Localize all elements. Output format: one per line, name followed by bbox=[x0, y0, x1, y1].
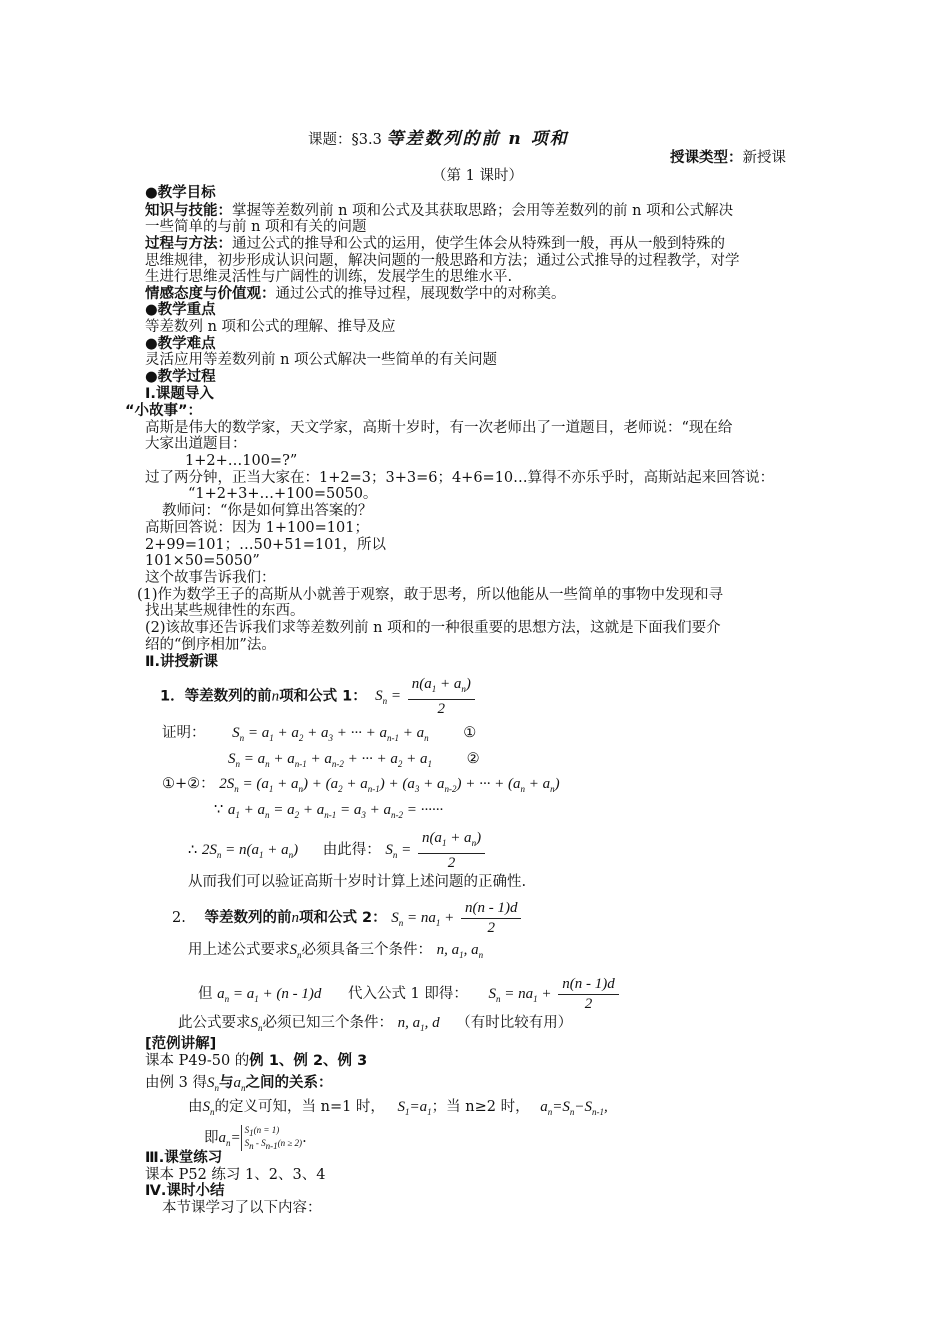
proof-line-5 bbox=[188, 830, 488, 872]
title-prefix: 课题：§3.3 bbox=[308, 132, 382, 148]
cond-vars: n, $a_1$, $a_n$ bbox=[436, 942, 484, 960]
knowledge-line-2: 一些简单的与前 n 项和有关的问题 bbox=[145, 219, 367, 235]
def-line bbox=[188, 1099, 608, 1121]
emotion-label: 情感态度与价值观： bbox=[145, 286, 276, 302]
circle-two: ② bbox=[466, 751, 480, 767]
examples-bold: 例 1、例 2、例 3 bbox=[249, 1053, 368, 1069]
sum-label: ①+②： bbox=[162, 776, 215, 792]
story-line: 高斯回答说：因为 1+100=101； bbox=[145, 520, 369, 536]
title-main: 等差数列的前 n 项和 bbox=[386, 129, 569, 149]
formula1-label-n: n bbox=[271, 688, 280, 705]
ie-text: 即 bbox=[204, 1129, 219, 1146]
def-text-1: 由 bbox=[188, 1099, 203, 1115]
process-text-1: 通过公式的推导和公式的运用，使学生体会从特殊到一般，再从一般到特殊的 bbox=[232, 236, 725, 252]
known-text: 此公式要求 bbox=[178, 1015, 251, 1031]
known-note: （有时比较有用） bbox=[456, 1015, 573, 1031]
keypoint-text: 等差数列 n 项和公式的理解、推导及应 bbox=[145, 319, 396, 335]
knowledge-line-1 bbox=[145, 203, 733, 220]
verify-text: 从而我们可以验证高斯十岁时计算上述问题的正确性. bbox=[188, 874, 527, 890]
proof-label: 证明： bbox=[162, 725, 206, 741]
proof-line-3 bbox=[162, 776, 560, 798]
process-line-3: 生进行思维灵活性与广阔性的训练，发展学生的思维水平. bbox=[145, 269, 513, 285]
objectives-heading: ●教学目标 bbox=[145, 185, 216, 201]
formula1-label-rest: 项和公式 1： bbox=[279, 688, 367, 705]
cond-sn: $S_n$ bbox=[289, 942, 302, 960]
story-line: (2)该故事还告诉我们求等差数列前 n 项和的一种很重要的思想方法，这就是下面我们要介 bbox=[145, 620, 721, 636]
knowledge-text-1: 掌握等差数列前 n 项和公式及其获取思路；会用等差数列的前 n 项和公式解决 bbox=[232, 203, 734, 219]
proof-eq-1: $S_n = a_1 + a_2 + a_3$ + ··· + $a_{n-1} + a_n$ bbox=[232, 725, 429, 743]
story-line: 过了两分钟，正当大家在：1+2=3；3+3=6；4+6=10…算得不亦乐乎时，高斯站起来回答说： bbox=[145, 470, 775, 486]
formula1-label: 1．等差数列的前 bbox=[160, 688, 272, 705]
summary-heading: Ⅳ.课时小结 bbox=[145, 1183, 225, 1199]
story-line: 这个故事告诉我们： bbox=[145, 570, 276, 586]
def-text-2: 的定义可知，当 n=1 时， bbox=[214, 1099, 385, 1115]
formula2-label: 等差数列的前 bbox=[204, 909, 292, 926]
known-vars: n, $a_1$, d bbox=[397, 1015, 440, 1033]
practice-text: 课本 P52 练习 1、2、3、4 bbox=[145, 1167, 326, 1183]
cond-text-2: 必须具备三个条件： bbox=[301, 942, 432, 958]
story-heading: “小故事”： bbox=[125, 403, 203, 419]
story-line: 101×50=5050” bbox=[145, 553, 260, 569]
proof-line-1 bbox=[162, 725, 476, 747]
relation-rest: 之间的关系： bbox=[245, 1075, 333, 1091]
but-line bbox=[198, 976, 622, 1013]
ie-line: 即$a_n= S_1(n = 1)$ $S_n - S_{n-1}(n \ge 2)$. bbox=[204, 1125, 307, 1151]
process-line-2: 思维规律，初步形成认识问题，解决问题的一般思路和方法；通过公式推导的过程教学，对学 bbox=[145, 253, 740, 269]
circle-one: ① bbox=[463, 725, 477, 741]
emotion-text: 通过公式的推导过程，展现数学中的对称美。 bbox=[275, 286, 566, 302]
known-line bbox=[178, 1015, 572, 1037]
knowledge-label: 知识与技能： bbox=[145, 203, 232, 219]
known-text-2: 必须已知三个条件： bbox=[262, 1015, 393, 1031]
examples-text bbox=[145, 1053, 367, 1070]
proof-line-2 bbox=[228, 751, 480, 773]
story-line: 绍的“倒序相加”法。 bbox=[145, 637, 276, 653]
def-an: $a_n=S_n-S_{n-1}$, bbox=[540, 1099, 608, 1117]
formula2-expression: $S_n = na_1$ + $\frac{n(n - 1)d}{2}$ bbox=[391, 910, 524, 926]
relation-an: $a_n$ bbox=[233, 1075, 246, 1093]
lesson-type bbox=[670, 150, 786, 167]
emotion-line bbox=[145, 286, 566, 303]
difficulty-heading: ●教学难点 bbox=[145, 336, 216, 352]
intro-heading: Ⅰ.课题导入 bbox=[145, 386, 214, 402]
story-line: 高斯是伟大的数学家，天文学家，高斯十岁时，有一次老师出了一道题目，老师说：“现在给 bbox=[145, 420, 733, 436]
def-text-3: ；当 n≥2 时， bbox=[431, 1099, 530, 1115]
cond-line bbox=[188, 942, 483, 964]
substitute-expression: $S_n = na_1$ + $\frac{n(n - 1)d}{2}$ bbox=[489, 986, 622, 1002]
period: （第 1 课时） bbox=[432, 168, 523, 184]
story-line: 2+99=101；…50+51=101，所以 bbox=[145, 537, 387, 553]
proof-eq-5: $2S_n = n(a_1 + a_n)$ bbox=[201, 842, 299, 861]
relation-prefix: 由例 3 得 bbox=[145, 1075, 207, 1091]
practice-heading: Ⅲ.课堂练习 bbox=[145, 1150, 223, 1166]
def-sn: $S_n$ bbox=[202, 1099, 215, 1117]
cond-text: 用上述公式要求 bbox=[188, 942, 290, 958]
because-symbol: ∵ bbox=[214, 802, 224, 818]
proof-result: $S_n$ = $\frac{n(a_1 + a_n)}{2}$ bbox=[385, 842, 488, 858]
story-line: 大家出道题目： bbox=[145, 436, 247, 452]
formula2-label-n: n bbox=[291, 909, 299, 926]
hence-symbol: ∴ bbox=[188, 842, 198, 859]
relation-sn: $S_n$ bbox=[206, 1075, 219, 1093]
new-lesson-heading: Ⅱ.讲授新课 bbox=[145, 654, 219, 670]
formula2-label-rest: 项和公式 2： bbox=[298, 909, 387, 926]
formula1-line bbox=[160, 676, 478, 718]
difficulty-text: 灵活应用等差数列前 n 项公式解决一些简单的有关问题 bbox=[145, 352, 498, 368]
summary-text: 本节课学习了以下内容： bbox=[162, 1200, 322, 1216]
ie-an: $a_n=$ bbox=[218, 1129, 241, 1148]
story-line: 教师问：“你是如何算出答案的？ bbox=[162, 503, 373, 519]
story-line: 找出某些规律性的东西。 bbox=[145, 603, 305, 619]
but-expression: $a_n = a_1 + (n - 1)d$ bbox=[217, 985, 322, 1004]
story-line: “1+2+3+…+100=5050。 bbox=[188, 486, 378, 502]
from-text: 由此得： bbox=[322, 842, 381, 859]
process-heading: ●教学过程 bbox=[145, 369, 216, 385]
page-title bbox=[308, 131, 569, 149]
examples-prefix: 课本 P49-50 的 bbox=[145, 1053, 250, 1069]
formula1-expression: $S_n$ = $\frac{n(a_1 + a_n)}{2}$ bbox=[371, 688, 478, 704]
formula2-num: 2. bbox=[172, 909, 186, 926]
process-label: 过程与方法： bbox=[145, 236, 232, 252]
process-line-1 bbox=[145, 236, 725, 253]
keypoint-heading: ●教学重点 bbox=[145, 302, 216, 318]
relation-line bbox=[145, 1075, 332, 1097]
proof-line-4 bbox=[214, 802, 443, 824]
proof-eq-4: $a_1 + a_n = a_2 + a_{n-1} = a_3 + a_{n-2}$ = ······ bbox=[227, 802, 444, 820]
substitute-text: 代入公式 1 即得： bbox=[347, 985, 468, 1002]
but-text: 但 bbox=[198, 985, 213, 1002]
story-line: 1+2+…100=?” bbox=[185, 453, 298, 469]
known-sn: $S_n$ bbox=[250, 1015, 263, 1033]
def-s1: $S_1=a_1$ bbox=[397, 1099, 432, 1117]
formula2-line bbox=[172, 900, 524, 937]
relation-with: 与 bbox=[218, 1075, 234, 1091]
proof-eq-3: $2S_n = (a_1 + a_n) + (a_2 + a_{n-1}) + (a_3 + a_{n-2})$ + ··· + $(a_n + a_n)$ bbox=[219, 776, 560, 794]
piecewise-brace: $S_1(n = 1)$ $S_n - S_{n-1}(n \ge 2)$ bbox=[241, 1125, 302, 1151]
proof-eq-2: $S_n = a_n + a_{n-1} + a_{n-2}$ + ··· + $a_2 + a_1$ bbox=[228, 751, 432, 769]
story-line: (1)作为数学王子的高斯从小就善于观察，敢于思考，所以他能从一些简单的事物中发现和寻 bbox=[137, 587, 724, 603]
lesson-type-value: 新授课 bbox=[742, 150, 786, 166]
lesson-type-label: 授课类型： bbox=[670, 150, 743, 166]
examples-heading: [范例讲解] bbox=[145, 1036, 217, 1052]
